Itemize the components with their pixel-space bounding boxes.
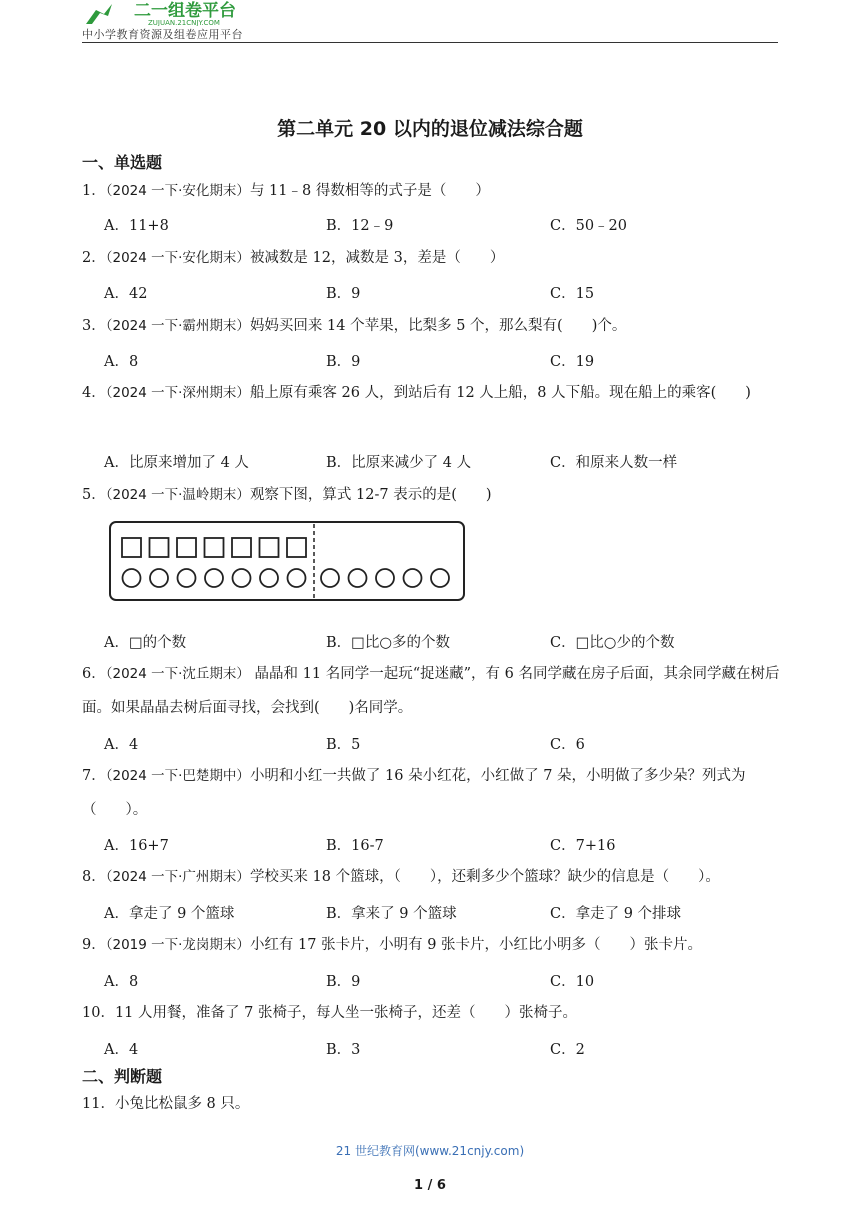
- square-shape: [287, 538, 306, 557]
- shapes-figure: [108, 520, 466, 602]
- option-a: A．8: [104, 974, 139, 990]
- option-a: A．4: [104, 1042, 139, 1058]
- question-7: 7．（2024 一下·巴楚期中）小明和小红一共做了 16 朵小红花，小红做了 7 朵，小明做了多少朵？列式为（ ）。: [82, 768, 746, 818]
- header-subtitle: 中小学教育资源及组卷应用平台: [82, 28, 243, 41]
- header-divider: [82, 42, 778, 43]
- option-c: C．和原来人数一样: [550, 455, 678, 471]
- option-b: B．拿来了 9 个篮球: [326, 906, 457, 922]
- option-c: C．15: [550, 286, 595, 302]
- option-b: B．比原来减少了 4 人: [326, 455, 472, 471]
- square-shape: [260, 538, 279, 557]
- circle-shape: [431, 569, 449, 587]
- question-10: 10．11 人用餐，准备了 7 张椅子，每人坐一张椅子，还差（ ）张椅子。: [82, 1005, 577, 1021]
- option-c: C．10: [550, 974, 595, 990]
- option-a: A．比原来增加了 4 人: [104, 455, 249, 471]
- logo-text: 二一组卷平台: [134, 1, 236, 21]
- question-2-options: [104, 282, 784, 306]
- circle-shape: [233, 569, 251, 587]
- circle-shape: [321, 569, 339, 587]
- question-8: 8．（2024 一下·广州期末）学校买来 18 个篮球，（ ），还剩多少个篮球？缺少的信息是（ ）。: [82, 869, 720, 885]
- option-c: C．7+16: [550, 838, 616, 854]
- question-8-options: [104, 902, 784, 926]
- option-c: C．6: [550, 737, 585, 753]
- option-b: B．□比○多的个数: [326, 635, 451, 651]
- option-a: A．□的个数: [104, 635, 187, 651]
- figure-frame: [110, 522, 464, 600]
- footer-site-link[interactable]: 21 世纪教育网(www.21cnjy.com): [335, 1144, 525, 1158]
- question-10-options: [104, 1038, 784, 1062]
- option-a: A．16+7: [104, 838, 169, 854]
- question-5-options: [104, 631, 784, 655]
- option-c: C．2: [550, 1042, 585, 1058]
- option-a: A．4: [104, 737, 139, 753]
- question-4-options: [104, 451, 784, 475]
- option-b: B．16-7: [326, 838, 384, 854]
- section-heading-single-choice: 一、单选题: [82, 153, 163, 172]
- option-b: B．9: [326, 974, 361, 990]
- option-a: A．42: [104, 286, 148, 302]
- option-b: B．9: [326, 354, 361, 370]
- circle-shape: [260, 569, 278, 587]
- option-b: B．12﹣9: [326, 218, 394, 234]
- question-4: 4．（2024 一下·深州期末）船上原有乘客 26 人，到站后有 12 人上船，8 人下船。现在船上的乘客( ): [82, 385, 751, 401]
- square-shape: [122, 538, 141, 557]
- question-1-options: [104, 214, 784, 238]
- question-1: 1．（2024 一下·安化期末）与 11﹣8 得数相等的式子是（ ）: [82, 183, 490, 199]
- section-heading-true-false: 二、判断题: [82, 1067, 163, 1086]
- option-b: B．3: [326, 1042, 361, 1058]
- option-a: A．拿走了 9 个篮球: [104, 906, 235, 922]
- option-c: C．19: [550, 354, 595, 370]
- circle-shape: [178, 569, 196, 587]
- option-b: B．9: [326, 286, 361, 302]
- question-6: 6．（2024 一下·沈丘期末） 晶晶和 11 名同学一起玩“捉迷藏”，有 6 名同学藏在房子后面，其余同学藏在树后面。如果晶晶去树后面寻找，会找到( )名同学。: [82, 666, 780, 716]
- circles-row: [123, 569, 450, 587]
- runner-icon: [86, 4, 112, 24]
- question-3: 3．（2024 一下·霸州期末）妈妈买回来 14 个苹果，比梨多 5 个，那么梨有( )个。: [82, 318, 627, 334]
- page-header: [82, 0, 778, 44]
- logo-url: ZUJUAN.21CNJY.COM: [148, 19, 220, 26]
- page-title: 第二单元 20 以内的退位减法综合题: [277, 118, 583, 140]
- square-shape: [177, 538, 196, 557]
- option-a: A．8: [104, 354, 139, 370]
- square-shape: [232, 538, 251, 557]
- logo: [82, 0, 282, 26]
- option-c: C．拿走了 9 个排球: [550, 906, 682, 922]
- option-c: C．50﹣20: [550, 218, 627, 234]
- page-number: 1 / 6: [414, 1178, 446, 1193]
- square-shape: [205, 538, 224, 557]
- circle-shape: [288, 569, 306, 587]
- circle-shape: [404, 569, 422, 587]
- square-shape: [150, 538, 169, 557]
- question-5: 5．（2024 一下·温岭期末）观察下图，算式 12-7 表示的是( ): [82, 487, 492, 503]
- circle-shape: [150, 569, 168, 587]
- question-9-options: [104, 970, 784, 994]
- circle-shape: [349, 569, 367, 587]
- circle-shape: [376, 569, 394, 587]
- question-3-options: [104, 350, 784, 374]
- option-a: A．11+8: [104, 218, 169, 234]
- question-7-options: [104, 834, 784, 858]
- question-11: 11．小兔比松鼠多 8 只。: [82, 1096, 250, 1112]
- circle-shape: [123, 569, 141, 587]
- squares-row: [122, 538, 306, 557]
- option-b: B．5: [326, 737, 361, 753]
- question-9: 9．（2019 一下·龙岗期末）小红有 17 张卡片，小明有 9 张卡片，小红比小明多（ ）张卡片。: [82, 937, 703, 953]
- option-c: C．□比○少的个数: [550, 635, 675, 651]
- circle-shape: [205, 569, 223, 587]
- question-6-options: [104, 733, 784, 757]
- question-2: 2．（2024 一下·安化期末）被减数是 12，减数是 3，差是（ ）: [82, 250, 505, 266]
